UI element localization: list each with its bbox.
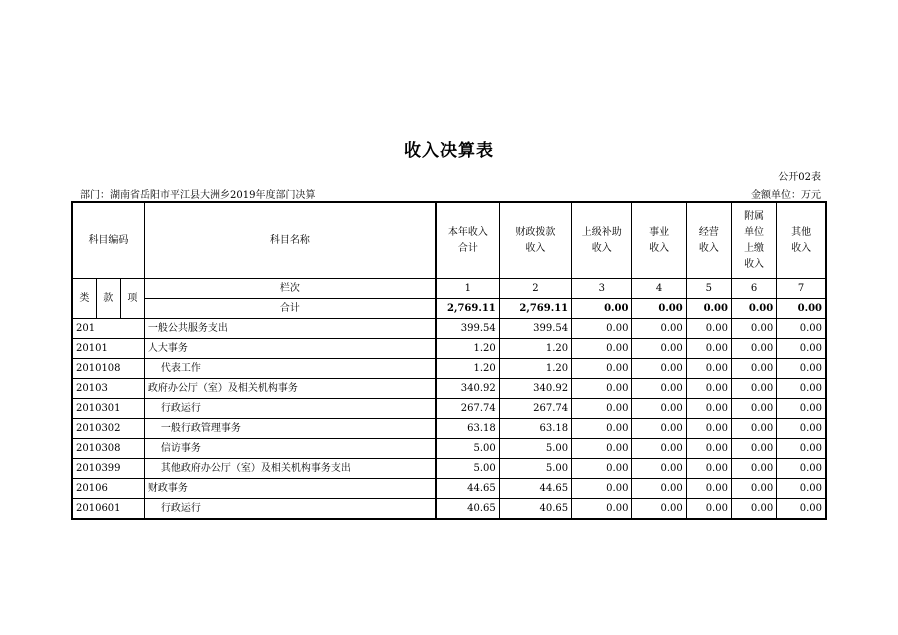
row-name: 代表工作 — [144, 359, 436, 379]
row-code: 20106 — [72, 479, 144, 499]
header-line: 收入 — [791, 242, 812, 254]
row-value: 0.00 — [731, 399, 776, 419]
row-code: 2010108 — [72, 359, 144, 379]
header-line: 合计 — [457, 242, 478, 254]
row-value: 0.00 — [632, 319, 686, 339]
row-name: 政府办公厅（室）及相关机构事务 — [144, 379, 436, 399]
table-row — [72, 399, 826, 419]
row-value: 0.00 — [777, 399, 826, 419]
header-code: 科目编码 — [72, 202, 144, 279]
amount-unit-label: 金额单位：万元 — [751, 190, 821, 201]
row-value: 0.00 — [686, 499, 731, 520]
row-value: 0.00 — [686, 359, 731, 379]
row-value: 0.00 — [572, 459, 632, 479]
row-value: 0.00 — [731, 379, 776, 399]
row-value: 5.00 — [436, 459, 499, 479]
header-col6 — [731, 202, 776, 279]
table-row — [72, 459, 826, 479]
header-line: 财政拨款 — [515, 226, 556, 238]
total-value: 0.00 — [686, 299, 731, 319]
row-value: 0.00 — [731, 459, 776, 479]
row-value: 0.00 — [731, 499, 776, 520]
header-lei: 类 — [72, 279, 96, 319]
row-value: 5.00 — [436, 439, 499, 459]
row-value: 0.00 — [572, 319, 632, 339]
col-number: 6 — [731, 279, 776, 299]
row-value: 340.92 — [436, 379, 499, 399]
row-value: 5.00 — [499, 439, 571, 459]
header-kuan: 款 — [96, 279, 120, 319]
header-line: 收入 — [525, 242, 546, 254]
row-value: 44.65 — [436, 479, 499, 499]
header-lanci: 栏次 — [144, 279, 436, 299]
row-value: 0.00 — [632, 379, 686, 399]
row-value: 0.00 — [777, 419, 826, 439]
row-value: 340.92 — [499, 379, 571, 399]
row-value: 0.00 — [572, 439, 632, 459]
row-value: 1.20 — [436, 339, 499, 359]
header-line: 经营 — [698, 226, 719, 238]
header-line: 单位 — [744, 226, 765, 238]
row-value: 0.00 — [731, 439, 776, 459]
row-code: 201 — [72, 319, 144, 339]
row-value: 0.00 — [686, 479, 731, 499]
row-code: 20101 — [72, 339, 144, 359]
row-value: 0.00 — [777, 479, 826, 499]
row-value: 267.74 — [499, 399, 571, 419]
row-value: 0.00 — [572, 419, 632, 439]
row-value: 0.00 — [572, 339, 632, 359]
row-code: 20103 — [72, 379, 144, 399]
row-value: 0.00 — [686, 419, 731, 439]
header-line: 其他 — [791, 226, 812, 238]
header-col3 — [572, 202, 632, 279]
row-value: 0.00 — [731, 359, 776, 379]
column-number-row — [72, 279, 826, 299]
header-line: 收入 — [649, 242, 670, 254]
table-row — [72, 319, 826, 339]
row-code: 2010601 — [72, 499, 144, 520]
header-col4 — [632, 202, 686, 279]
row-value: 267.74 — [436, 399, 499, 419]
table-row — [72, 419, 826, 439]
row-value: 0.00 — [572, 359, 632, 379]
row-value: 399.54 — [499, 319, 571, 339]
row-value: 0.00 — [777, 459, 826, 479]
total-row — [72, 299, 826, 319]
row-code: 2010302 — [72, 419, 144, 439]
table-row — [72, 499, 826, 520]
table-row — [72, 379, 826, 399]
row-value: 44.65 — [499, 479, 571, 499]
row-value: 0.00 — [632, 439, 686, 459]
table-row — [72, 439, 826, 459]
header-line: 本年收入 — [447, 226, 488, 238]
row-value: 0.00 — [777, 339, 826, 359]
total-value: 2,769.11 — [499, 299, 571, 319]
col-number: 4 — [632, 279, 686, 299]
row-value: 0.00 — [632, 399, 686, 419]
page-title: 收入决算表 — [404, 141, 494, 161]
row-value: 0.00 — [686, 319, 731, 339]
header-line: 上缴 — [744, 242, 765, 254]
row-value: 0.00 — [572, 499, 632, 520]
row-value: 1.20 — [499, 359, 571, 379]
row-name: 行政运行 — [144, 499, 436, 520]
row-value: 0.00 — [777, 379, 826, 399]
total-value: 2,769.11 — [436, 299, 499, 319]
form-number: 公开02表 — [778, 172, 821, 183]
header-line: 收入 — [698, 242, 719, 254]
row-code: 2010308 — [72, 439, 144, 459]
row-value: 63.18 — [436, 419, 499, 439]
table-row — [72, 359, 826, 379]
col-number: 5 — [686, 279, 731, 299]
row-value: 0.00 — [686, 339, 731, 359]
row-value: 40.65 — [436, 499, 499, 520]
total-value: 0.00 — [632, 299, 686, 319]
total-value: 0.00 — [777, 299, 826, 319]
header-col2 — [499, 202, 571, 279]
total-value: 0.00 — [731, 299, 776, 319]
row-value: 0.00 — [777, 359, 826, 379]
row-value: 0.00 — [632, 499, 686, 520]
row-name: 其他政府办公厅（室）及相关机构事务支出 — [144, 459, 436, 479]
header-col5 — [686, 202, 731, 279]
row-value: 0.00 — [686, 399, 731, 419]
header-row — [72, 202, 826, 279]
income-final-accounts-table — [71, 201, 827, 520]
row-value: 0.00 — [632, 479, 686, 499]
row-value: 0.00 — [632, 359, 686, 379]
header-line: 附属 — [744, 210, 765, 222]
row-value: 1.20 — [499, 339, 571, 359]
header-col1 — [436, 202, 499, 279]
row-value: 0.00 — [686, 439, 731, 459]
row-value: 0.00 — [731, 479, 776, 499]
row-value: 0.00 — [777, 319, 826, 339]
col-number: 1 — [436, 279, 499, 299]
row-name: 行政运行 — [144, 399, 436, 419]
header-xiang: 项 — [120, 279, 144, 319]
row-name: 一般公共服务支出 — [144, 319, 436, 339]
col-number: 3 — [572, 279, 632, 299]
header-line: 收入 — [744, 258, 765, 270]
col-number: 2 — [499, 279, 571, 299]
row-value: 0.00 — [686, 459, 731, 479]
row-value: 40.65 — [499, 499, 571, 520]
row-name: 人大事务 — [144, 339, 436, 359]
row-value: 1.20 — [436, 359, 499, 379]
row-value: 0.00 — [777, 499, 826, 520]
row-name: 财政事务 — [144, 479, 436, 499]
table-row — [72, 339, 826, 359]
row-value: 0.00 — [632, 459, 686, 479]
col-number: 7 — [777, 279, 826, 299]
header-line: 收入 — [591, 242, 612, 254]
row-value: 0.00 — [632, 419, 686, 439]
row-value: 0.00 — [572, 379, 632, 399]
department-label: 部门：湖南省岳阳市平江县大洲乡2019年度部门决算 — [80, 190, 316, 201]
row-value: 0.00 — [731, 419, 776, 439]
row-code: 2010399 — [72, 459, 144, 479]
row-name: 一般行政管理事务 — [144, 419, 436, 439]
row-value: 0.00 — [572, 479, 632, 499]
total-label: 合计 — [144, 299, 436, 319]
row-value: 0.00 — [777, 439, 826, 459]
row-name: 信访事务 — [144, 439, 436, 459]
header-name: 科目名称 — [144, 202, 436, 279]
total-value: 0.00 — [572, 299, 632, 319]
header-line: 事业 — [649, 226, 670, 238]
row-value: 5.00 — [499, 459, 571, 479]
row-value: 0.00 — [572, 399, 632, 419]
row-value: 0.00 — [632, 339, 686, 359]
row-value: 0.00 — [686, 379, 731, 399]
row-code: 2010301 — [72, 399, 144, 419]
row-value: 0.00 — [731, 339, 776, 359]
table-row — [72, 479, 826, 499]
row-value: 63.18 — [499, 419, 571, 439]
header-col7 — [777, 202, 826, 279]
header-line: 上级补助 — [581, 226, 622, 238]
row-value: 399.54 — [436, 319, 499, 339]
row-value: 0.00 — [731, 319, 776, 339]
